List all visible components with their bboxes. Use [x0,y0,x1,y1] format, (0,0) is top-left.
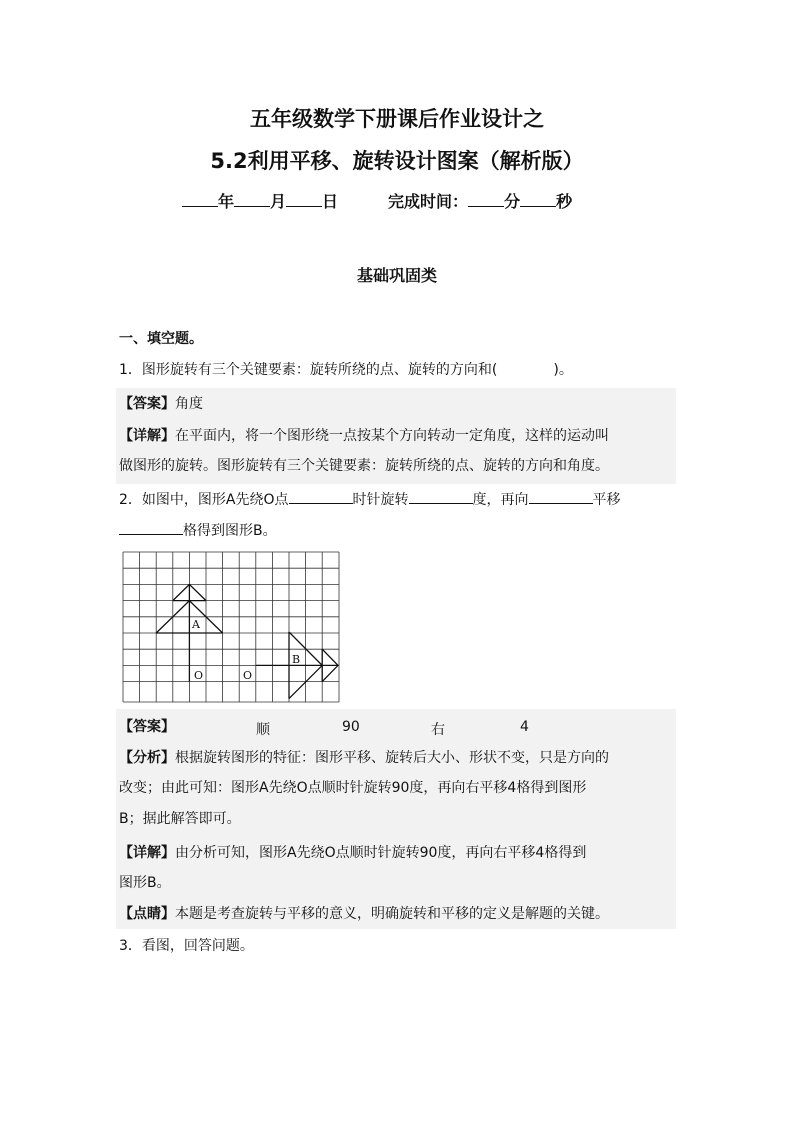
date-line [182,189,572,212]
question-2-line-1 [119,490,621,509]
label-a: A [192,618,200,631]
grid-lines [123,552,339,702]
q2-text-1: 2．如图中，图形A先绕O点 [119,492,289,508]
detail-tag: 【详解】 [119,845,175,861]
document-title: 五年级数学下册课后作业设计之 [250,107,544,131]
grid-svg [122,551,342,704]
q2-blank-direction [289,490,353,504]
document-subtitle: 5.2利用平移、旋转设计图案（解析版） [210,149,584,173]
q2-answer-3: 右 [431,722,445,738]
day-label: 日 [322,192,339,211]
minutes-label: 分 [504,192,521,211]
answer-tag: 【答案】 [119,396,175,412]
q2-text-4: 平移 [592,492,621,508]
answer-text: 角度 [175,396,203,412]
question-2-line-2 [119,521,277,540]
q2-answer-4: 4 [520,719,529,735]
detail-text: 由分析可知，图形A先绕O点顺时针旋转90度，再向右平移4格得到 [175,845,587,861]
q2-blank-squares [119,521,183,535]
detail-tag: 【详解】 [119,428,175,444]
q2-text-3: 度，再向 [472,492,529,508]
label-o-a: O [194,669,204,682]
time-label: 完成时间： [388,192,469,211]
analysis-tag: 【分析】 [119,750,175,766]
day-blank [286,192,322,207]
shape-a [156,584,222,681]
year-label: 年 [218,192,235,211]
question-3: 3．看图，回答问题。 [119,938,254,954]
q1-answer [119,396,203,413]
q2-analysis-line-1 [119,750,609,767]
comment-text: 本题是考查旋转与平移的意义，明确旋转和平移的定义是解题的关键。 [175,906,609,922]
q2-analysis-line-3: B；据此解答即可。 [119,811,241,827]
part-title: 一、填空题。 [119,331,203,347]
q2-blank-move-direction [529,490,593,504]
comment-tag: 【点睛】 [119,906,175,922]
q2-comment [119,906,609,923]
month-blank [234,192,270,207]
label-b: B [292,653,301,666]
q2-analysis-line-2: 改变；由此可知：图形A先绕O点顺时针旋转90度，再向右平移4格得到图形 [119,780,587,796]
q2-text-5: 格得到图形B。 [183,523,277,539]
q2-detail-line-2: 图形B。 [119,875,171,891]
q2-answer-1: 顺 [256,722,270,738]
q2-blank-degree [409,490,473,504]
q1-detail-line-1 [119,428,609,445]
year-blank [182,192,218,207]
q2-answer-2: 90 [342,719,360,735]
seconds-label: 秒 [556,192,573,211]
question-1: 1．图形旋转有三个关键要素：旋转所绕的点、旋转的方向和( )。 [119,362,573,378]
q2-text-2: 时针旋转 [352,492,409,508]
q1-detail-line-2: 做图形的旋转。图形旋转有三个关键要素：旋转所绕的点、旋转的方向和角度。 [119,458,609,474]
minutes-blank [468,192,504,207]
detail-text: 在平面内，将一个图形绕一点按某个方向转动一定角度，这样的运动叫 [175,428,609,444]
label-o-b: O [243,669,253,682]
seconds-blank [520,192,556,207]
month-label: 月 [270,192,287,211]
grid-figure [122,551,342,708]
q2-answer-tag: 【答案】 [119,719,175,735]
section-title: 基础巩固类 [356,266,437,285]
analysis-text: 根据旋转图形的特征：图形平移、旋转后大小、形状不变，只是方向的 [175,750,609,766]
q2-detail-line-1 [119,845,586,862]
